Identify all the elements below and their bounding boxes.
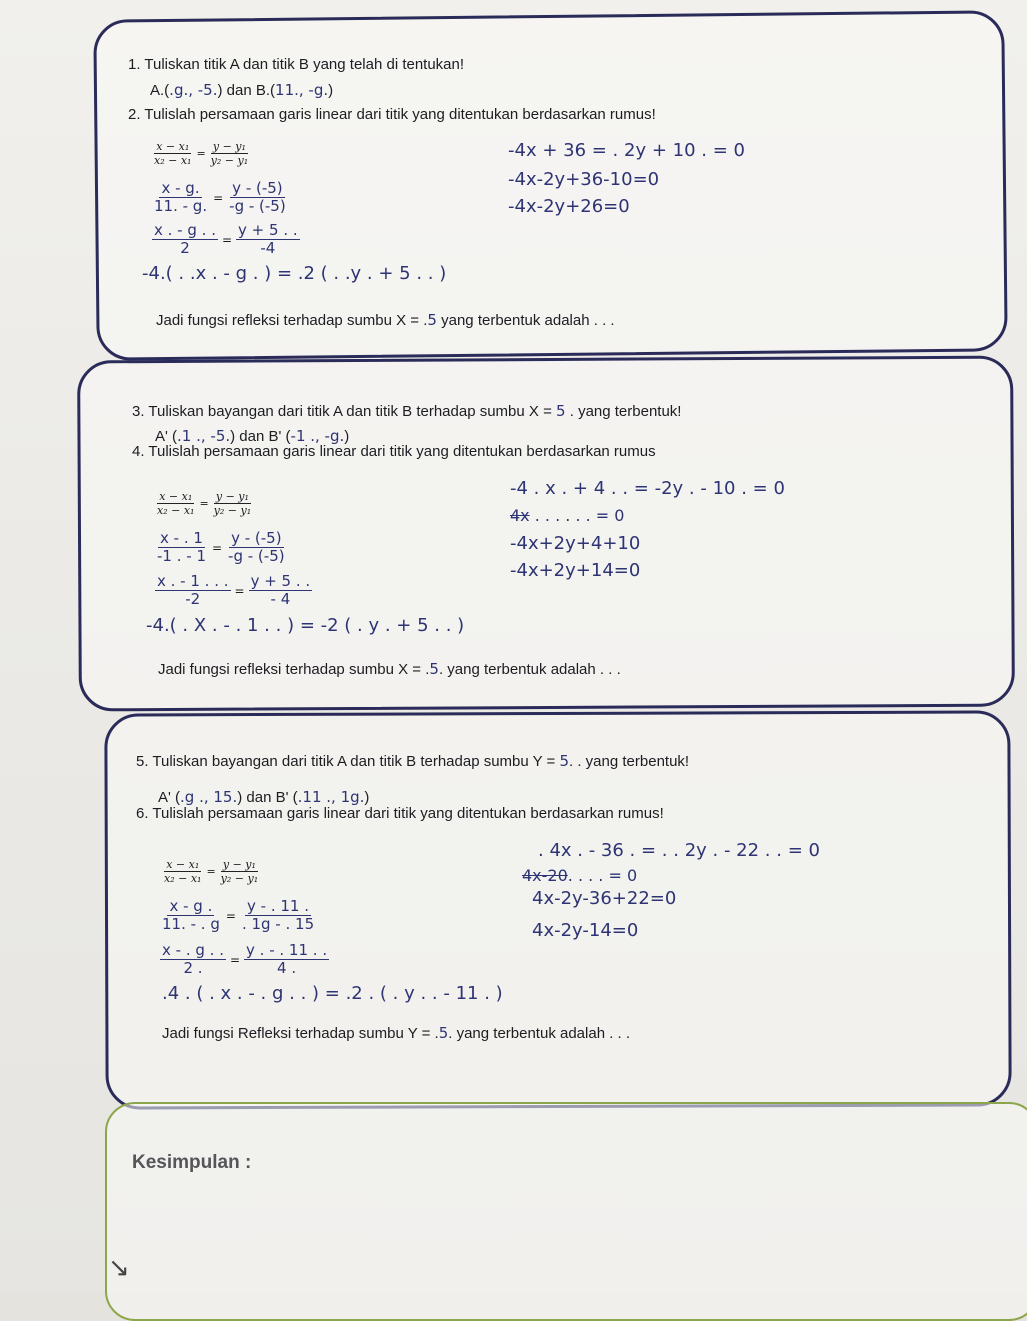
question-4: 4. Tulislah persamaan garis linear dari titik yang ditentukan berdasarkan rumus xyxy=(132,443,656,460)
formula-fraction: $\frac{\text{x − x₁}}{\text{x₂ − x₁}}$ = $\frac{\text{y − y₁}}{\text{y₂ − y₁}}$ xyxy=(164,858,259,885)
conclusion-box xyxy=(105,1102,1027,1321)
equation-right-3: -4x-2y+26=0 xyxy=(508,196,630,217)
question-1: 1. Tuliskan titik A dan titik B yang telah di tentukan! xyxy=(128,56,465,73)
equation-right-2: 4x-20. . . . = 0 xyxy=(522,866,638,885)
equation-right-1: -4 . x . + 4 . . = -2y . - 10 . = 0 xyxy=(510,478,785,499)
points-ab-reflected-y: A' (.g ., 15.) dan B' (.11 ., 1g.) xyxy=(158,788,370,806)
substitution-step-1: $\frac{x - g .}{11. - . g}$ = $\frac{y - . 11 .}{. 1g - . 15}$ xyxy=(162,897,315,933)
substitution-step-1: $\frac{x - . 1}{-1 . - 1}$ = $\frac{y - (-5)}{-g - (-5)}$ xyxy=(157,529,285,565)
cross-multiply-line: -4.( . X . - . 1 . . ) = -2 ( . y . + 5 . . ) xyxy=(146,615,465,636)
cross-multiply-line: .4 . ( . x . - . g . . ) = .2 . ( . y . . - 11 . ) xyxy=(162,983,503,1004)
cross-multiply-line: -4.( . .x . - g . ) = .2 ( . .y . + 5 . . ) xyxy=(142,263,447,284)
formula-fraction: $\frac{\text{x − x₁}}{\text{x₂ − x₁}}$ = $\frac{\text{y − y₁}}{\text{y₂ − y₁}}$ xyxy=(154,140,249,167)
points-ab: A.(.g., -5.) dan B.(11., -g.) xyxy=(150,81,334,99)
points-ab-reflected: A' (.1 ., -5.) dan B' (-1 ., -g.) xyxy=(155,427,350,445)
equation-right-2: -4x-2y+36-10=0 xyxy=(508,169,660,190)
equation-right-3: 4x-2y-36+22=0 xyxy=(532,888,677,909)
equation-right-4: -4x+2y+14=0 xyxy=(510,560,641,581)
question-5: 5. Tuliskan bayangan dari titik A dan titik B terhadap sumbu Y = 5. . yang terbentuk! xyxy=(136,752,690,770)
conclusion-2: Jadi fungsi refleksi terhadap sumbu X = .5. yang terbentuk adalah . . . xyxy=(158,660,621,678)
substitution-step-1: $\frac{x - g.}{11. - g.}$ = $\frac{y - (-5)}{-g - (-5)}$ xyxy=(154,179,286,215)
equation-right-1: -4x + 36 = . 2y + 10 . = 0 xyxy=(508,140,745,161)
formula-fraction: $\frac{\text{x − x₁}}{\text{x₂ − x₁}}$ = $\frac{\text{y − y₁}}{\text{y₂ − y₁}}$ xyxy=(157,490,252,517)
equation-right-4: 4x-2y-14=0 xyxy=(532,920,639,941)
substitution-step-2: $\frac{x . - 1 . . .}{-2}$ = $\frac{y + 5 . .}{- 4}$ xyxy=(157,572,311,608)
equation-right-2: 4x . . . . . . = 0 xyxy=(510,506,625,525)
conclusion-3: Jadi fungsi Refleksi terhadap sumbu Y = .5. yang terbentuk adalah . . . xyxy=(162,1024,631,1042)
conclusion-1: Jadi fungsi refleksi terhadap sumbu X = .5 yang terbentuk adalah . . . xyxy=(156,311,615,329)
question-3: 3. Tuliskan bayangan dari titik A dan titik B terhadap sumbu X = 5 . yang terbentuk! xyxy=(132,402,682,420)
question-2: 2. Tulislah persamaan garis linear dari titik yang ditentukan berdasarkan rumus! xyxy=(128,106,656,123)
conclusion-heading: Kesimpulan : xyxy=(132,1152,252,1173)
equation-right-3: -4x+2y+4+10 xyxy=(510,533,641,554)
equation-right-1: . 4x . - 36 . = . . 2y . - 22 . . = 0 xyxy=(538,840,820,861)
question-6: 6. Tulislah persamaan garis linear dari titik yang ditentukan berdasarkan rumus! xyxy=(136,805,664,822)
substitution-step-2: $\frac{x . - g . .}{2}$ = $\frac{y + 5 . .}{-4}$ xyxy=(154,221,298,257)
substitution-step-2: $\frac{x - . g . .}{2 .}$ = $\frac{y . - . 11 . .}{4 .}$ xyxy=(162,941,328,977)
arrow-icon: ↘ xyxy=(108,1252,130,1282)
